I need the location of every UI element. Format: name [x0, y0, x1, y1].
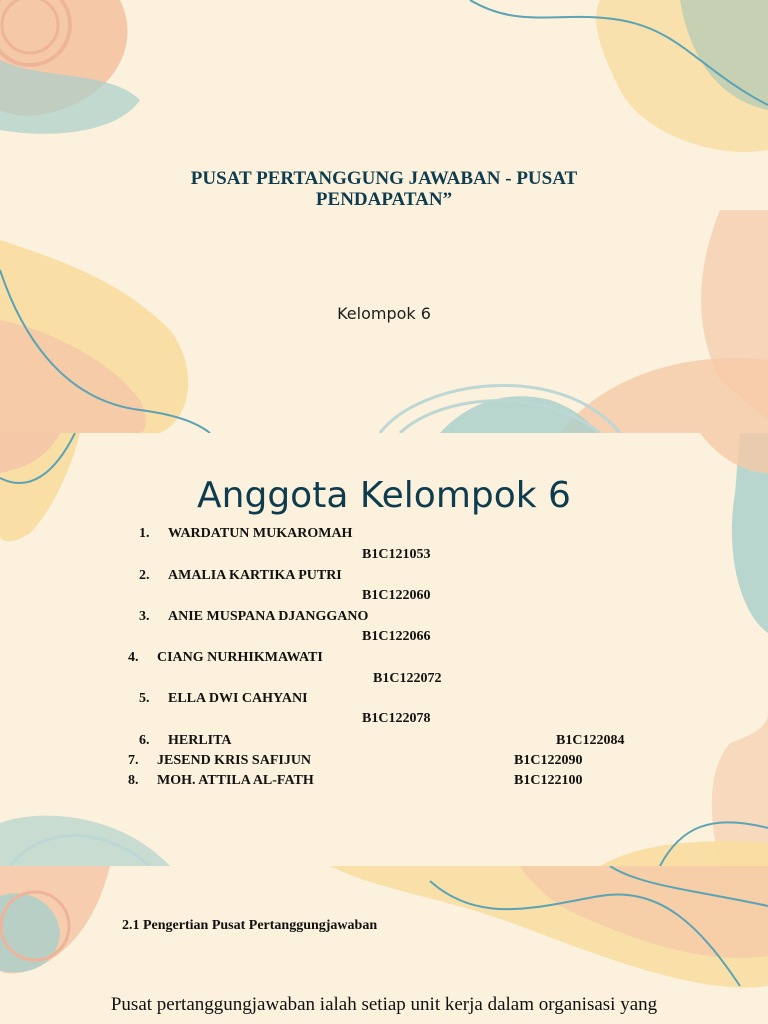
member-name: WARDATUN MUKAROMAH [168, 526, 353, 541]
member-nim: B1C122084 [556, 733, 625, 748]
member-nim: B1C122072 [373, 671, 442, 686]
member-number: 3. [139, 609, 150, 624]
member-name: AMALIA KARTIKA PUTRI [168, 568, 342, 583]
member-nim: B1C122090 [514, 753, 583, 768]
member-number: 7. [128, 753, 139, 768]
decorative-background [0, 0, 768, 433]
member-name: HERLITA [168, 733, 232, 748]
member-name: ELLA DWI CAHYANI [168, 691, 308, 706]
member-nim: B1C122066 [362, 629, 431, 644]
slide-1 [0, 0, 768, 433]
member-nim: B1C122100 [514, 773, 583, 788]
member-number: 2. [139, 568, 150, 583]
slide-title: PUSAT PERTANGGUNG JAWABAN - PUSAT PENDAPATAN” [190, 168, 578, 210]
section-paragraph: Pusat pertanggungjawaban ialah setiap unit kerja dalam organisasi yang [110, 994, 658, 1015]
member-number: 4. [128, 650, 139, 665]
slide-3 [0, 866, 768, 1024]
member-nim: B1C122078 [362, 711, 431, 726]
slide-title: Anggota Kelompok 6 [197, 475, 571, 516]
member-name: MOH. ATTILA AL-FATH [157, 773, 314, 788]
member-name: JESEND KRIS SAFIJUN [157, 753, 312, 768]
member-number: 1. [139, 526, 150, 541]
member-name: ANIE MUSPANA DJANGGANO [168, 609, 369, 624]
member-nim: B1C121053 [362, 547, 431, 562]
member-number: 6. [139, 733, 150, 748]
member-nim: B1C122060 [362, 588, 431, 603]
section-heading: 2.1 Pengertian Pusat Pertanggungjawaban [122, 918, 378, 933]
member-number: 5. [139, 691, 150, 706]
slide-2 [0, 433, 768, 866]
member-number: 8. [128, 773, 139, 788]
slide-subtitle: Kelompok 6 [337, 304, 431, 323]
member-name: CIANG NURHIKMAWATI [157, 650, 323, 665]
